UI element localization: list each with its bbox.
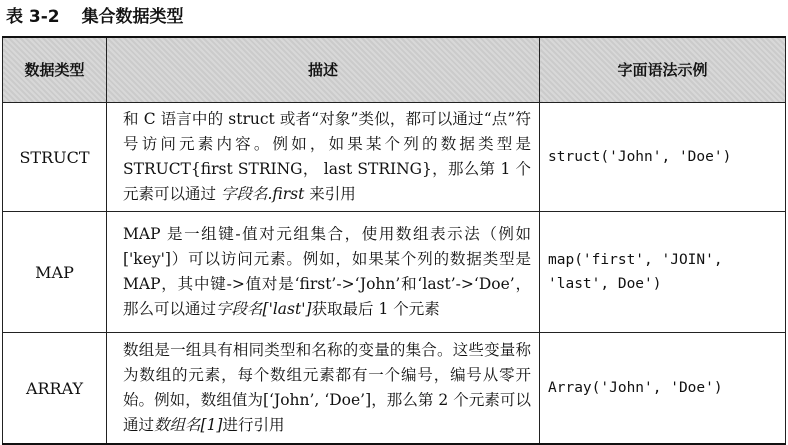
header-type: 数据类型 [3, 37, 107, 103]
field-reference: 字段名['last'] [216, 300, 312, 318]
field-reference: 字段名.first [220, 185, 305, 203]
table-caption [6, 4, 184, 30]
type-cell: STRUCT [3, 103, 107, 212]
type-cell: ARRAY [3, 333, 107, 445]
collection-types-table [2, 36, 786, 445]
table-row [3, 333, 786, 445]
type-cell: MAP [3, 212, 107, 333]
description-cell: 数组是一组具有相同类型和名称的变量的集合。这些变量称为数组的元素，每个数组元素都有一个编号，编号从零开始。例如，数组值为[‘John’, ‘Doe’]，那么第 2 个元素可以通过数组名[1]进行引用 [107, 333, 540, 445]
table-row [3, 103, 786, 212]
table-row [3, 212, 786, 333]
field-reference: 数组名[1] [154, 416, 223, 434]
table-title: 集合数据类型 [81, 7, 184, 27]
table-number: 表 3-2 [6, 7, 60, 27]
header-literal-example: 字面语法示例 [540, 37, 786, 103]
literal-cell: struct('John', 'Doe') [540, 103, 786, 212]
header-description: 描述 [107, 37, 540, 103]
header-row [3, 37, 786, 103]
literal-cell: map('first', 'JOIN', 'last', Doe') [540, 212, 786, 333]
description-cell: 和 C 语言中的 struct 或者“对象”类似，都可以通过“点”符号访问元素内容。例如，如果某个列的数据类型是 STRUCT{first STRING， last STRING}，那么第 1 个元素可以通过 字段名.first 来引用 [107, 103, 540, 212]
literal-cell: Array('John', 'Doe') [540, 333, 786, 445]
description-cell: MAP 是一组键-值对元组集合，使用数组表示法（例如['key']）可以访问元素。例如，如果某个列的数据类型是 MAP，其中键->值对是‘first’->‘John’和‘last’->‘Doe’，那么可以通过字段名['last']获取最后 1 个元素 [107, 212, 540, 333]
